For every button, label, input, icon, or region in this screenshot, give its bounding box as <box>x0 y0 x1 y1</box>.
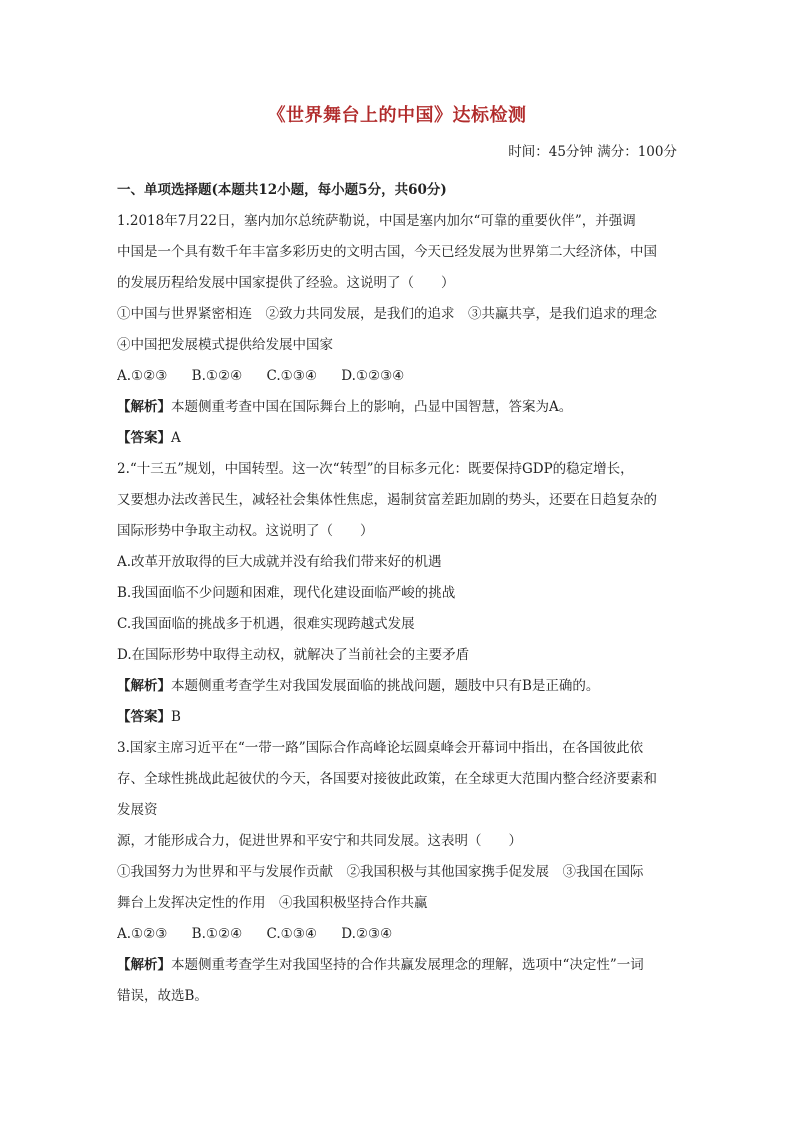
time-info: 时间：45分钟 满分：100分 <box>508 144 677 160</box>
q1-option-a: A.①②③ <box>117 368 168 384</box>
analysis-tag: 【解析】 <box>117 399 171 415</box>
q1-stem-line-3: 的发展历程给发展中国家提供了经验。这说明了（ ） <box>117 275 455 291</box>
q2-analysis-text: 本题侧重考查学生对我国发展面临的挑战问题，题肢中只有B是正确的。 <box>171 678 600 694</box>
q1-answer-text: A <box>171 430 181 446</box>
q1-analysis-text: 本题侧重考查中国在国际舞台上的影响，凸显中国智慧，答案为A。 <box>171 399 573 415</box>
q2-answer-text: B <box>171 709 181 725</box>
q1-option-b: B.①②④ <box>191 368 243 384</box>
q3-options <box>117 919 677 950</box>
answer-tag: 【答案】 <box>117 709 171 725</box>
q3-option-a: A.①②③ <box>117 926 168 942</box>
q3-stem-line-2: 存、全球性挑战此起彼伏的今天，各国要对接彼此政策，在全球更大范围内整合经济要素和 <box>117 771 657 787</box>
q2-option-c: C.我国面临的挑战多于机遇，很难实现跨越式发展 <box>117 616 415 632</box>
q3-analysis-line-1 <box>117 950 677 981</box>
q2-stem-line-3: 国际形势中争取主动权。这说明了（ ） <box>117 523 374 539</box>
q2-option-a: A.改革开放取得的巨大成就并没有给我们带来好的机遇 <box>117 554 442 570</box>
q3-analysis-text-1: 本题侧重考查学生对我国坚持的合作共赢发展理念的理解，选项中“决定性”一词 <box>171 957 644 973</box>
q1-stem-line-1: 1.2018年7月22日，塞内加尔总统萨勒说，中国是塞内加尔“可靠的重要伙伴”，并强调 <box>117 213 636 229</box>
q2-stem-line-2: 又要想办法改善民生，减轻社会集体性焦虑，遏制贫富差距加剧的势头，还要在日趋复杂的 <box>117 492 657 508</box>
q1-stem-line-2: 中国是一个具有数千年丰富多彩历史的文明古国，今天已经发展为世界第二大经济体，中国 <box>117 244 657 260</box>
q3-option-b: B.①②④ <box>191 926 243 942</box>
q1-analysis <box>117 392 677 423</box>
q2-option-d: D.在国际形势中取得主动权，就解决了当前社会的主要矛盾 <box>117 647 470 663</box>
document-content <box>117 175 677 1012</box>
document-page <box>117 0 677 1123</box>
q1-option-d: D.①②③④ <box>341 368 405 384</box>
q3-analysis-line-2: 错误，故选B。 <box>117 988 208 1004</box>
q2-answer <box>117 702 677 733</box>
document-title: 《世界舞台上的中国》达标检测 <box>267 105 527 126</box>
section-heading: 一、单项选择题(本题共12小题，每小题5分，共60分) <box>117 182 447 198</box>
q2-option-b: B.我国面临不少问题和困难，现代化建设面临严峻的挑战 <box>117 585 456 601</box>
q1-answer <box>117 423 677 454</box>
q3-option-c: C.①③④ <box>266 926 317 942</box>
q3-stem-line-4: 源，才能形成合力，促进世界和平安宁和共同发展。这表明（ ） <box>117 833 522 849</box>
q3-option-d: D.②③④ <box>341 926 393 942</box>
q2-analysis <box>117 671 677 702</box>
answer-tag: 【答案】 <box>117 430 171 446</box>
q1-statement-line-2: ④中国把发展模式提供给发展中国家 <box>117 337 333 353</box>
q1-options <box>117 361 677 392</box>
q2-stem-line-1: 2.“十三五”规划，中国转型。这一次“转型”的目标多元化：既要保持GDP的稳定增长， <box>117 461 634 477</box>
analysis-tag: 【解析】 <box>117 957 171 973</box>
q3-statement-line-1: ①我国努力为世界和平与发展作贡献 ②我国积极与其他国家携手促发展 ③我国在国际 <box>117 864 644 880</box>
q3-stem-line-3: 发展资 <box>117 802 158 818</box>
q1-statement-line-1: ①中国与世界紧密相连 ②致力共同发展，是我们的追求 ③共赢共享，是我们追求的理念 <box>117 306 657 322</box>
analysis-tag: 【解析】 <box>117 678 171 694</box>
q1-option-c: C.①③④ <box>266 368 317 384</box>
q3-statement-line-2: 舞台上发挥决定性的作用 ④我国积极坚持合作共赢 <box>117 895 428 911</box>
q3-stem-line-1: 3.国家主席习近平在“一带一路”国际合作高峰论坛圆桌峰会开幕词中指出，在各国彼此依 <box>117 740 644 756</box>
